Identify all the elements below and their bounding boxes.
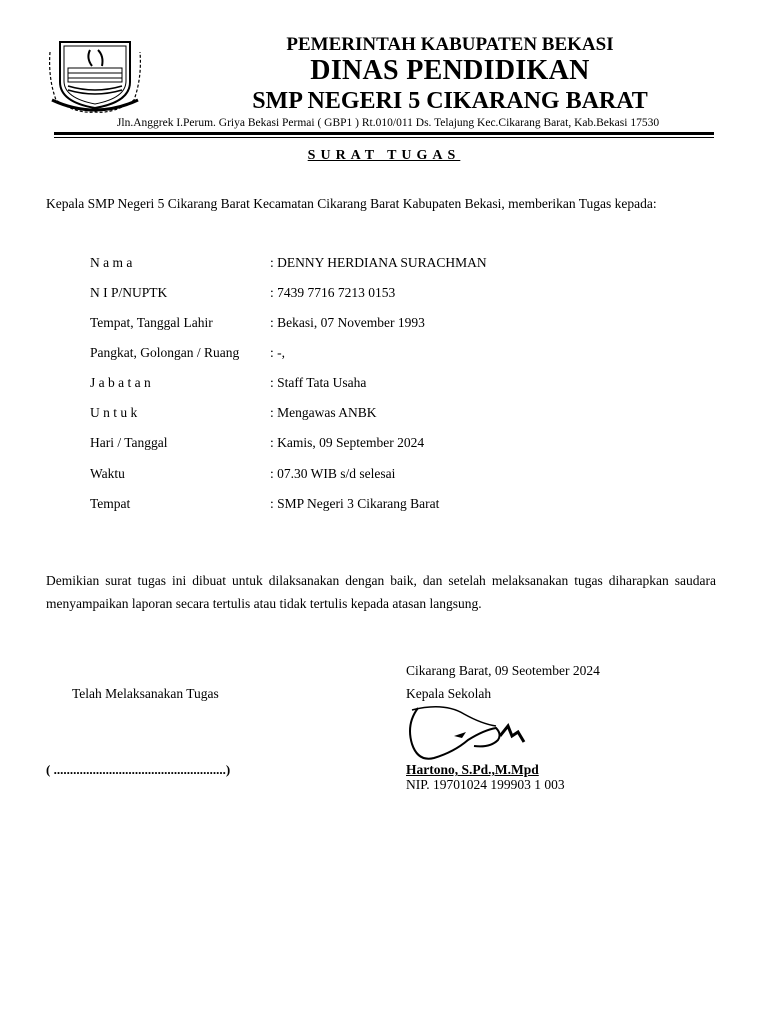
closing-paragraph: Demikian surat tugas ini dibuat untuk dilaksanakan dengan baik, dan setelah melaksanakan tugas diharapkan saudara menyampaikan laporan secara tertulis atau tidak tertulis kepada atasan langsung. — [46, 573, 716, 611]
field-label: Tempat — [90, 496, 131, 511]
field-label: U n t u k — [90, 405, 138, 420]
bekasi-emblem-icon — [46, 38, 144, 114]
signature-image — [404, 702, 534, 766]
field-value: : 07.30 WIB s/d selesai — [270, 466, 396, 481]
field-label: J a b a t a n — [90, 375, 151, 390]
sign-position: Kepala Sekolah — [406, 686, 492, 701]
header-address: Jln.Anggrek I.Perum. Griya Bekasi Permai ( GBP1 ) Rt.010/011 Ds. Telajung Kec.Cikarang Barat, Kab.Bekasi 17530 — [116, 117, 660, 129]
field-label: N I P/NUPTK — [90, 285, 168, 300]
signatory-name: Hartono, S.Pd.,M.Mpd — [406, 762, 539, 777]
intro-paragraph: Kepala SMP Negeri 5 Cikarang Barat Kecamatan Cikarang Barat Kabupaten Bekasi, memberikan Tugas kepada: — [46, 196, 657, 211]
field-label: Hari / Tanggal — [90, 435, 168, 450]
field-label: Pangkat, Golongan / Ruang — [90, 345, 240, 360]
sign-place-date: Cikarang Barat, 09 Seotember 2024 — [406, 663, 600, 678]
left-sign-caption: Telah Melaksanakan Tugas — [72, 686, 219, 701]
field-value: : Mengawas ANBK — [270, 405, 377, 420]
field-value: : Kamis, 09 September 2024 — [270, 435, 425, 450]
signatory-nip: NIP. 19701024 199903 1 003 — [406, 777, 565, 792]
field-label: N a m a — [90, 255, 133, 270]
field-value: : 7439 7716 7213 0153 — [270, 285, 396, 300]
field-value: : -, — [270, 345, 285, 360]
field-label: Waktu — [90, 466, 125, 481]
header-rule-thin — [54, 137, 714, 138]
header-government: PEMERINTAH KABUPATEN BEKASI — [286, 34, 614, 55]
field-label: Tempat, Tanggal Lahir — [90, 315, 213, 330]
left-sign-blank-line: ( .....................................................) — [46, 762, 231, 777]
field-value: : SMP Negeri 3 Cikarang Barat — [270, 496, 440, 511]
field-value: : DENNY HERDIANA SURACHMAN — [270, 255, 487, 270]
header-school: SMP NEGERI 5 CIKARANG BARAT — [252, 88, 648, 114]
letter-title: SURAT TUGAS — [307, 148, 461, 163]
header-department: DINAS PENDIDIKAN — [310, 55, 590, 86]
header-rule-thick — [54, 132, 714, 135]
field-value: : Bekasi, 07 November 1993 — [270, 315, 425, 330]
field-value: : Staff Tata Usaha — [270, 375, 367, 390]
